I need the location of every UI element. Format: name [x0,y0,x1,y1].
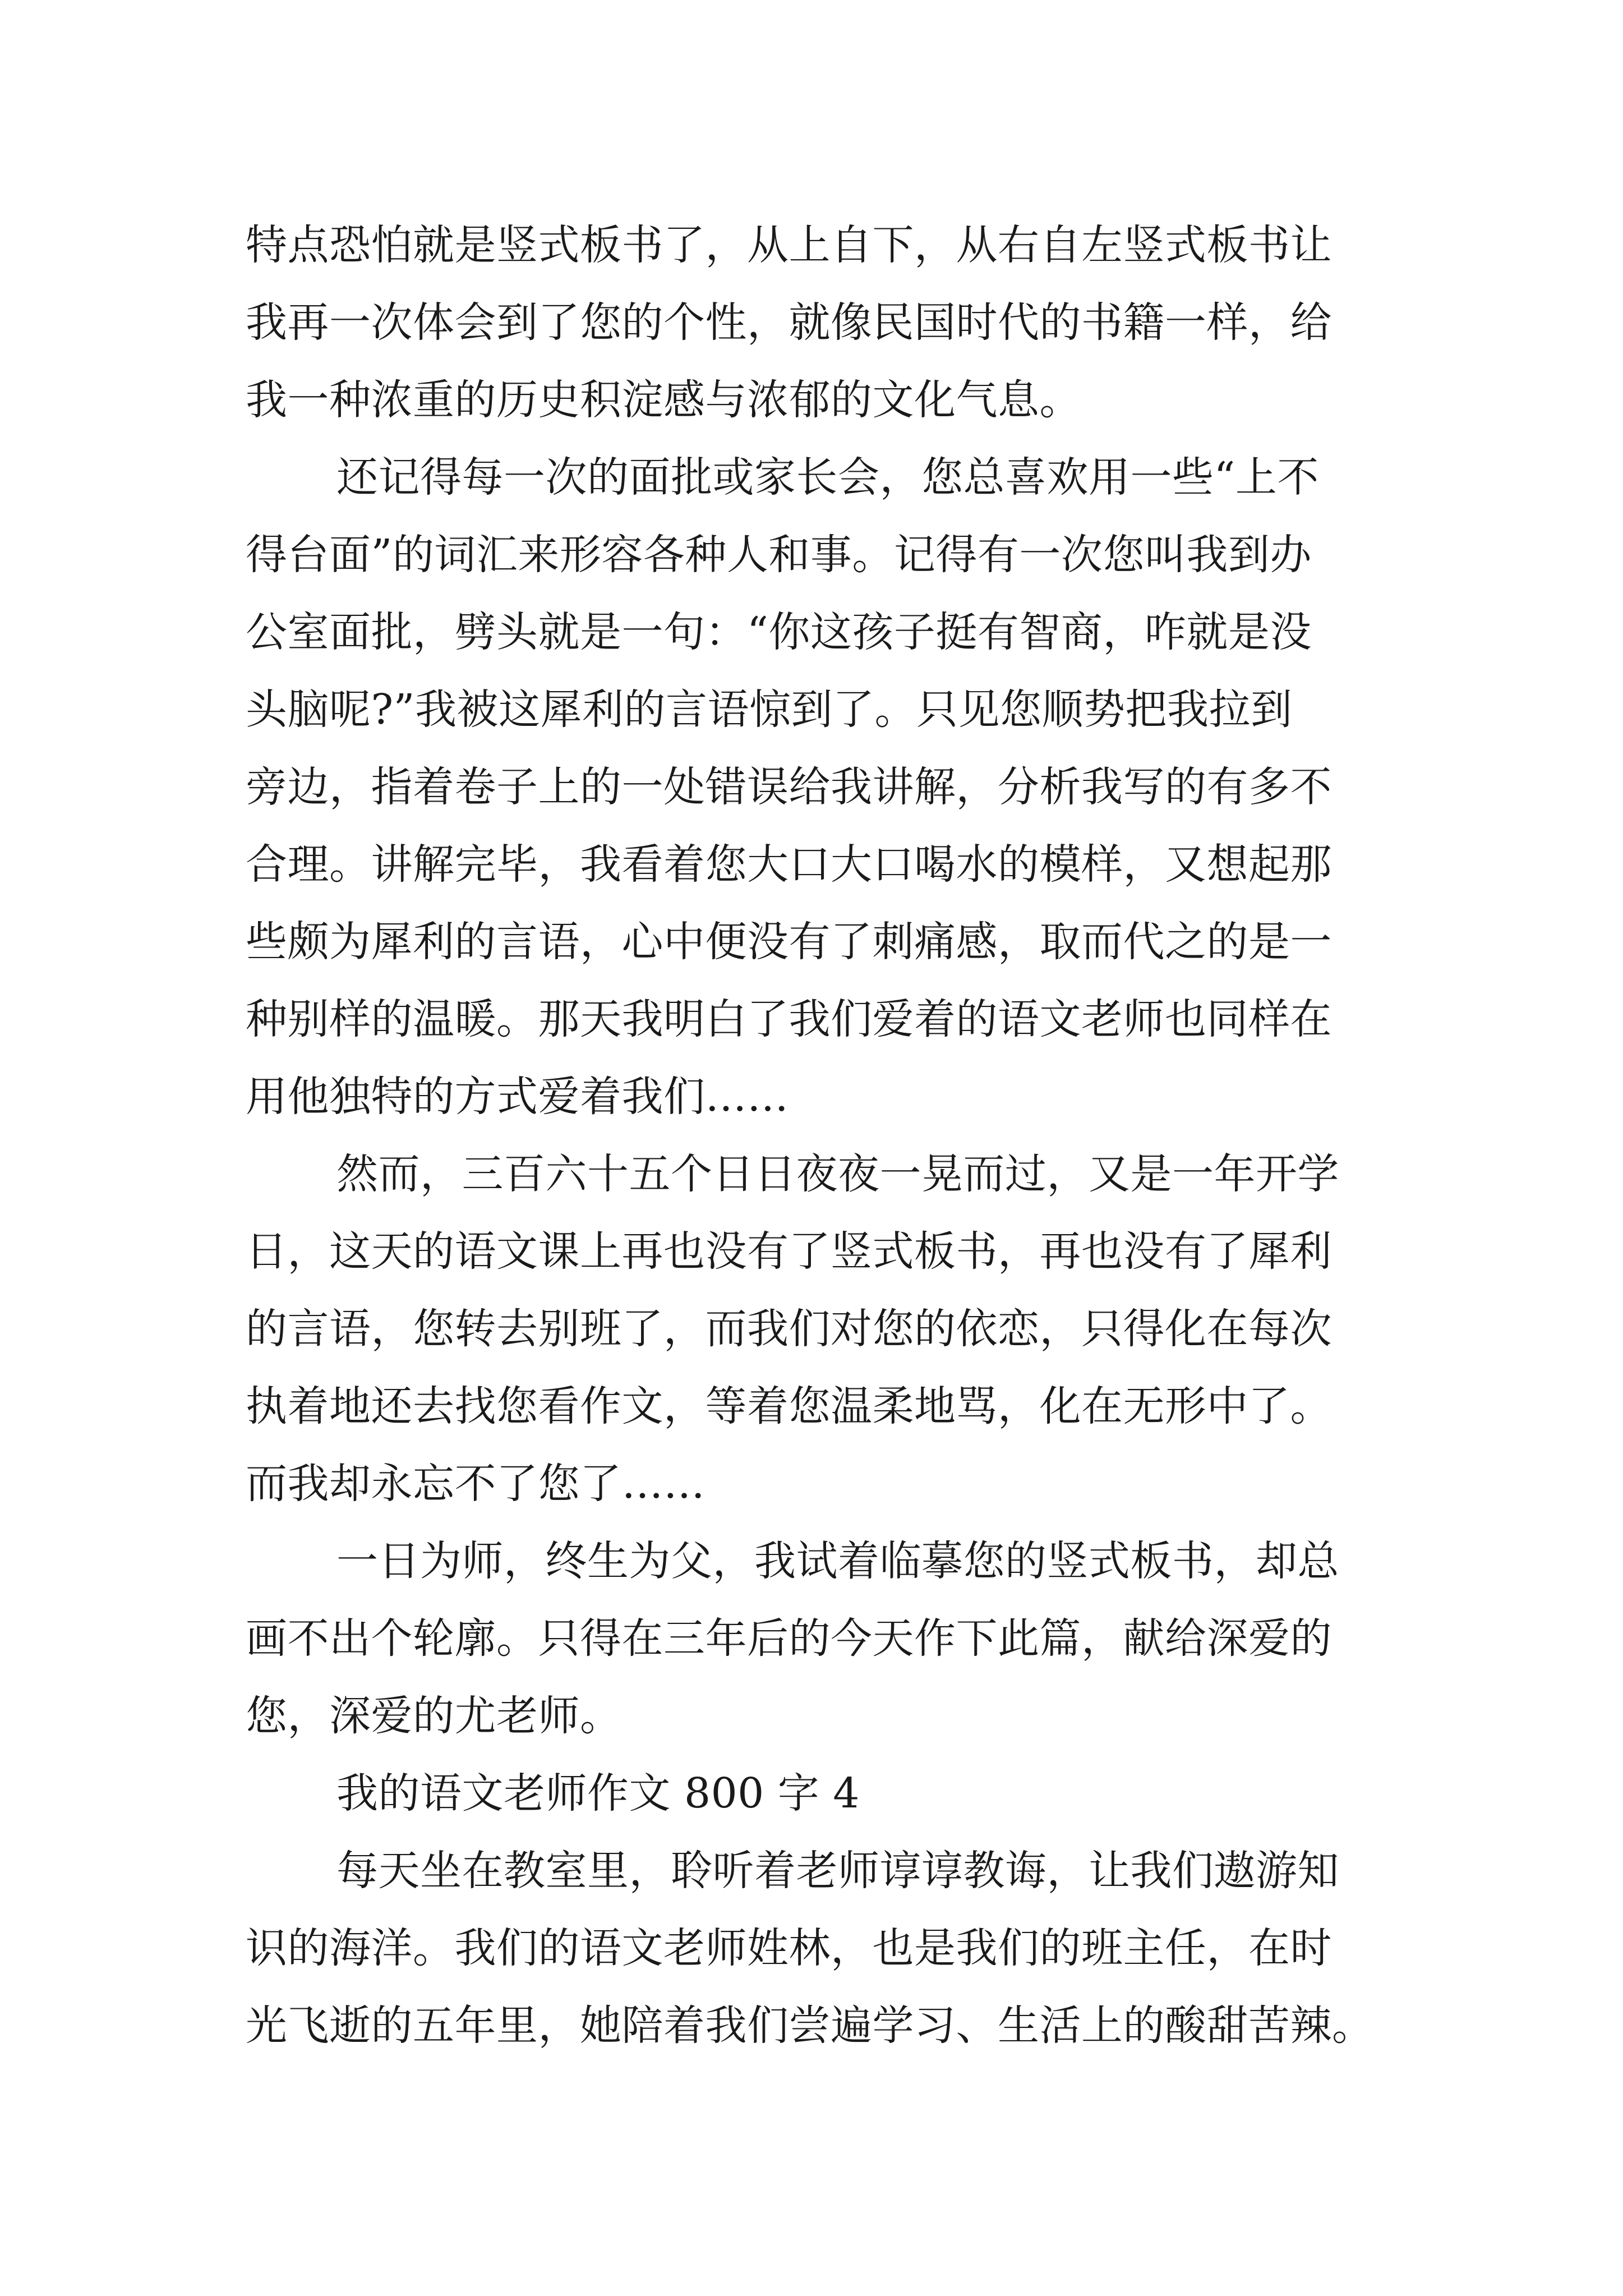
paragraph-start-line: 每天坐在教室里，聆听着老师谆谆教诲，让我们遨游知 [336,1847,1339,1895]
text-line: 合理。讲解完毕，我看着您大口大口喝水的模样，又想起那 [246,840,1332,889]
paragraph-start-line: 然而，三百六十五个日日夜夜一晃而过，又是一年开学 [336,1150,1339,1198]
text-line: 头脑呢?”我被这犀利的言语惊到了。只见您顺势把我拉到 [246,685,1293,734]
text-line: 用他独特的方式爱着我们…… [246,1073,789,1121]
text-line: 识的海洋。我们的语文老师姓林，也是我们的班主任，在时 [246,1924,1332,1972]
text-line: 旁边，指着卷子上的一处错误给我讲解，分析我写的有多不 [246,763,1332,811]
text-line: 种别样的温暖。那天我明白了我们爱着的语文老师也同样在 [246,995,1332,1043]
text-line: 光飞逝的五年里，她陪着我们尝遍学习、生活上的酸甜苦辣。 [246,2001,1374,2050]
text-line: 我再一次体会到了您的个性，就像民国时代的书籍一样，给 [246,298,1332,347]
text-line: 画不出个轮廓。只得在三年后的今天作下此篇，献给深爱的 [246,1614,1332,1663]
text-line: 而我却永忘不了您了…… [246,1460,706,1508]
text-line: 您，深爱的尤老师。 [246,1692,622,1740]
text-line: 日，这天的语文课上再也没有了竖式板书，再也没有了犀利 [246,1227,1332,1276]
text-line: 公室面批，劈头就是一句：“你这孩子挺有智商，咋就是没 [246,608,1312,656]
text-line: 我一种浓重的历史积淀感与浓郁的文化气息。 [246,376,1081,424]
text-line: 些颇为犀利的言语，心中便没有了刺痛感，取而代之的是一 [246,918,1332,966]
section-heading: 我的语文老师作文 800 字 4 [336,1769,860,1818]
paragraph-start-line: 还记得每一次的面批或家长会，您总喜欢用一些“上不 [336,453,1319,501]
text-line: 得台面”的词汇来形容各种人和事。记得有一次您叫我到办 [246,531,1312,579]
text-line: 执着地还去找您看作文，等着您温柔地骂，化在无形中了。 [246,1382,1332,1430]
paragraph-start-line: 一日为师，终生为父，我试着临摹您的竖式板书，却总 [336,1537,1339,1585]
text-line: 特点恐怕就是竖式板书了，从上自下，从右自左竖式板书让 [246,221,1332,269]
text-line: 的言语，您转去别班了，而我们对您的依恋，只得化在每次 [246,1305,1332,1353]
